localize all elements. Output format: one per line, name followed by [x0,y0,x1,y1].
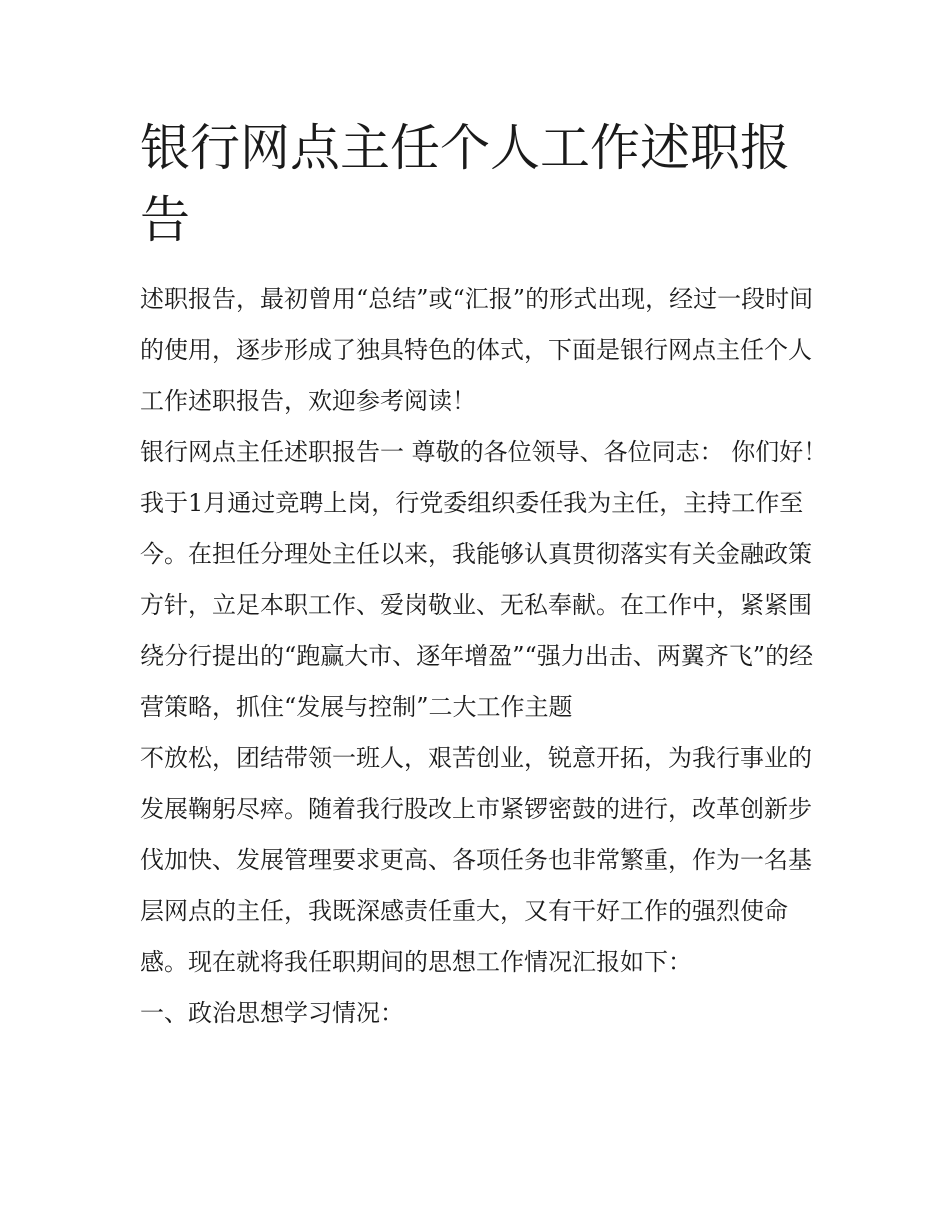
section-heading-political-study: 一、政治思想学习情况： [140,999,404,1027]
document-title: 银行网点主任个人工作述职报告 [140,119,790,249]
paragraph-commitment: 不放松，团结带领一班人，艰苦创业，锐意开拓，为我行事业的发展鞠躬尽瘁。随着我行股改上市紧锣密鼓的进行，改革创新步伐加快、发展管理要求更高、各项任务也非常繁重，作为一名基层网点的主任，我既深感责任重大，又有干好工作的强烈使命感。现在就将我任职期间的思想工作情况汇报如下： [140,744,812,976]
document-body [140,274,830,1039]
paragraph-appointment: 我于1月通过竞聘上岗，行党委组织委任我为主任，主持工作至今。在担任分理处主任以来，我能够认真贯彻落实有关金融政策方针，立足本职工作、爱岗敬业、无私奉献。在工作中，紧紧围绕分行提出的“跑赢大市、逐年增盈”“强力出击、两翼齐飞”的经营策略，抓住“发展与控制”二大工作主题 [140,489,814,721]
paragraph-greeting: 银行网点主任述职报告一 尊敬的各位领导、各位同志： 你们好！ [140,438,828,466]
paragraph-intro: 述职报告，最初曾用“总结”或“汇报”的形式出现，经过一段时间的使用，逐步形成了独具特色的体式，下面是银行网点主任个人工作述职报告，欢迎参考阅读！ [140,285,814,415]
